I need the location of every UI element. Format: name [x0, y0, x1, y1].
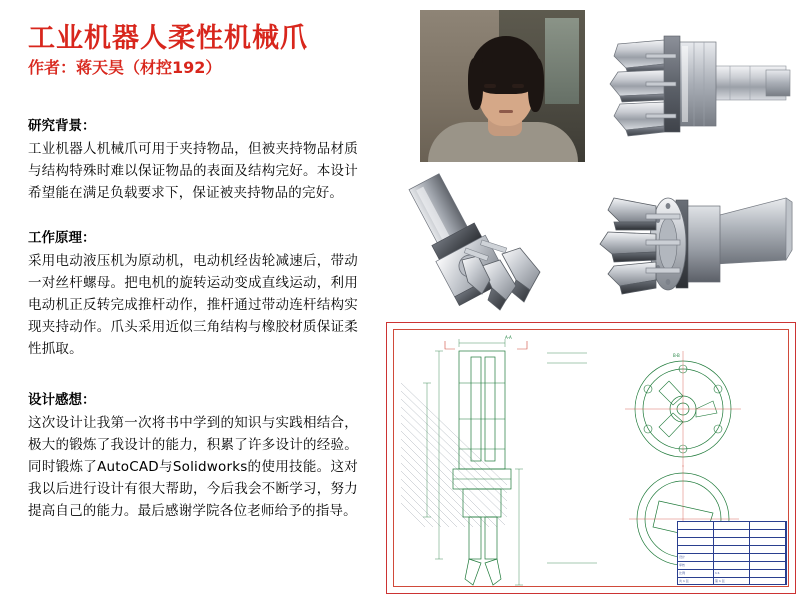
photo-hair-left: [468, 58, 483, 110]
right-media-column: [382, 0, 800, 600]
title-block-cell: [714, 538, 750, 545]
title-block-row: [678, 562, 786, 570]
title-block-cell: [750, 578, 786, 585]
title-block-row: [678, 538, 786, 546]
title-block-row: [678, 522, 786, 530]
section-research-background: [28, 116, 358, 205]
title-block-cell: [750, 570, 786, 577]
author-line: 作者：蒋天昊（材控192）: [28, 58, 222, 77]
title-block-cell: [714, 522, 750, 529]
title-block-cell: [750, 530, 786, 537]
title-block-cell: [750, 562, 786, 569]
gripper-render-exploded-front: [590, 10, 796, 162]
title-block-row: [678, 570, 786, 578]
page-title: 工业机器人柔性机械爪: [28, 23, 308, 54]
title-block-cell: [714, 554, 750, 561]
photo-eye-left: [484, 84, 496, 88]
photo-eye-right: [512, 84, 524, 88]
title-block-cell: 审核: [678, 562, 714, 569]
title-block-cell: [678, 522, 714, 529]
section-label-b: B-B: [673, 353, 680, 358]
section-heading: 工作原理：: [28, 230, 96, 246]
section-body: 采用电动液压机为原动机，电动机经齿轮减速后，带动一对丝杆螺母。把电机的旋转运动变成直线运动，利用电动机正反转完成推杆动作，推杆通过带动连杆结构实现夹持动作。爪头采用近似三角结构与橡胶材质保证柔性抓取。: [28, 253, 358, 357]
section-heading: 设计感想：: [28, 392, 96, 408]
title-block-row: [678, 546, 786, 554]
section-body: 这次设计让我第一次将书中学到的知识与实践相结合，极大的锻炼了我设计的能力，积累了许多设计的经验。同时锻炼了AutoCAD与Solidworks的使用技能。这对我以后进行设计有很大帮助，今后我会不断学习，努力提高自己的能力。最后感谢学院各位老师给予的指导。: [28, 415, 358, 519]
title-block-row: [678, 530, 786, 538]
gripper-render-assembly-side: [590, 168, 796, 316]
photo-window: [545, 18, 579, 104]
title-block-cell: [750, 522, 786, 529]
left-text-column: [0, 0, 380, 600]
title-block-cell: 1:1: [714, 570, 750, 577]
section-heading: 研究背景：: [28, 118, 96, 134]
title-block-cell: [750, 538, 786, 545]
section-design-reflection: [28, 390, 358, 523]
title-block-row: [678, 578, 786, 585]
gripper-render-angled-claw: [390, 168, 585, 316]
title-block-cell: 共 1 张: [678, 578, 714, 585]
title-block-cell: [714, 530, 750, 537]
photo-hair-right: [528, 58, 544, 112]
section-label-a: A-A: [505, 335, 512, 340]
section-body: 工业机器人机械爪可用于夹持物品，但被夹持物品材质与结构特殊时难以保证物品的表面及结构完好。本设计希望能在满足负载要求下，保证被夹持物品的完好。: [28, 141, 358, 201]
render-angled-claw-svg: [390, 168, 585, 316]
engineering-drawing-sheet: [386, 322, 796, 594]
title-block-cell: [750, 546, 786, 553]
render-exploded-front-svg: [590, 10, 796, 162]
section-working-principle: [28, 228, 358, 361]
title-block-cell: 比例: [678, 570, 714, 577]
title-block-cell: [678, 530, 714, 537]
drawing-title-block: [677, 521, 787, 585]
title-block-cell: 第 1 张: [714, 578, 750, 585]
title-block-cell: [714, 562, 750, 569]
title-block-cell: [678, 546, 714, 553]
title-block-cell: [750, 554, 786, 561]
title-block-cell: 设计: [678, 554, 714, 561]
title-block-cell: [714, 546, 750, 553]
photo-mouth: [499, 110, 513, 113]
render-assembly-side-svg: [590, 168, 796, 316]
author-portrait-photo: [420, 10, 585, 162]
title-block-row: [678, 554, 786, 562]
title-block-cell: [678, 538, 714, 545]
